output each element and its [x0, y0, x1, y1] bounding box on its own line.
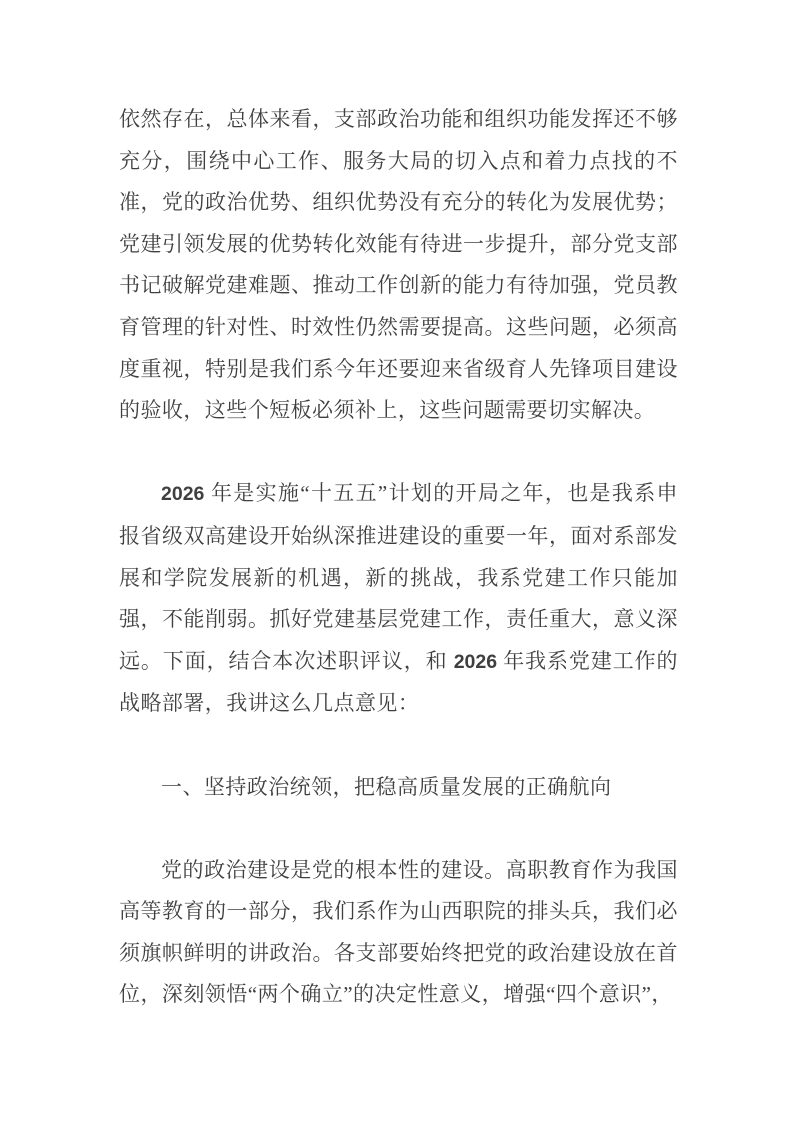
section-heading	[119, 767, 678, 809]
numeral-text: 2026	[453, 650, 498, 673]
text-run: 一、坚持政治统领，把稳高质量发展的正确航向	[161, 774, 612, 799]
text-run: 年我系党建工作的战略部署，我讲这么几点意见：	[119, 648, 678, 716]
numeral-text: 2026	[161, 483, 205, 506]
text-run: 依然存在，总体来看，支部政治功能和组织功能发挥还不够充分，围绕中心工作、服务大局的切入点和着力点找的不准，党的政治优势、组织优势没有充分的转化为发展优势；党建引领发展的优势转化效能有待进一步提升，部分党支部书记破解党建难题、推动工作创新的能力有待加强，党员教育管理的针对性、时效性仍然需要提高。这些问题，必须高度重视，特别是我们系今年还要迎来省级育人先锋项目建设的验收，这些个短板必须补上，这些问题需要切实解决。	[119, 107, 678, 423]
text-run: 党的政治建设是党的根本性的建设。高职教育作为我国高等教育的一部分，我们系作为山西职院的排头兵，我们必须旗帜鲜明的讲政治。各支部要始终把党的政治建设放在首位，深刻领悟“两个确立”的决定性意义，增强“四个意识”，	[119, 857, 678, 1007]
text-run: 年是实施“十五五”计划的开局之年，也是我系申报省级双高建设开始纵深推进建设的重要一年，面对系部发展和学院发展新的机遇，新的挑战，我系党建工作只能加强，不能削弱。抓好党建基层党建工作，责任重大，意义深远。下面，结合本次述职评议，和	[119, 481, 678, 673]
document-body	[119, 99, 678, 1016]
paragraph	[119, 850, 678, 1016]
paragraph	[119, 473, 678, 725]
paragraph	[119, 99, 678, 432]
